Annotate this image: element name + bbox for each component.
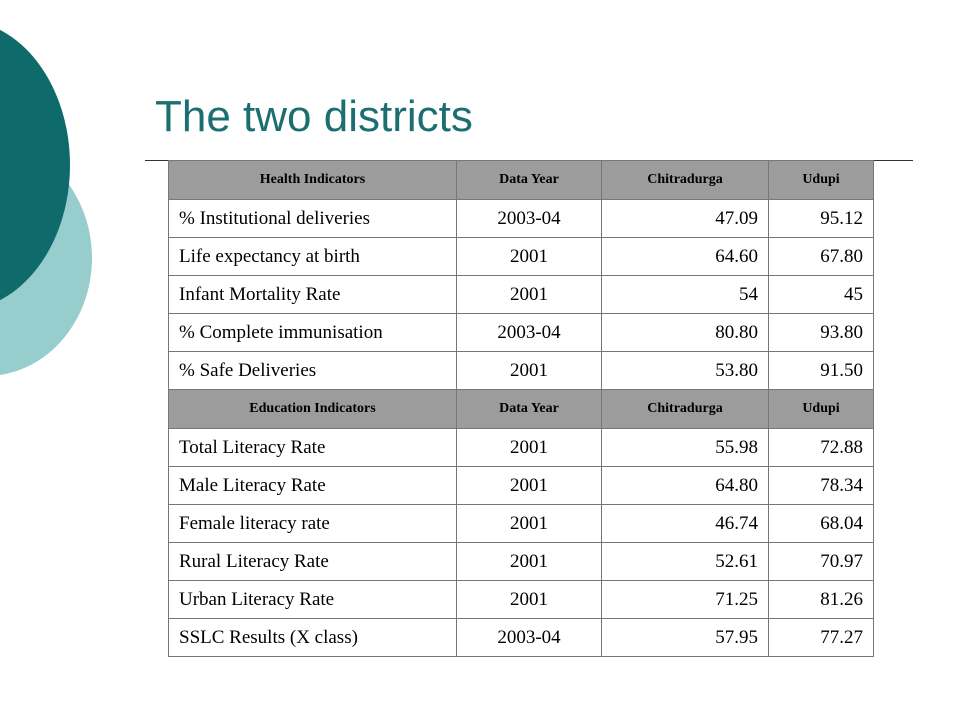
table-cell: 64.60 bbox=[602, 238, 769, 276]
table-row bbox=[169, 619, 874, 657]
table-row bbox=[169, 467, 874, 505]
table-cell: 47.09 bbox=[602, 200, 769, 238]
education-header-row bbox=[169, 390, 874, 429]
table-cell: % Safe Deliveries bbox=[169, 352, 457, 390]
table-row bbox=[169, 238, 874, 276]
table-cell: 78.34 bbox=[769, 467, 874, 505]
table-row bbox=[169, 200, 874, 238]
table-cell: 2003-04 bbox=[457, 200, 602, 238]
table-cell: Infant Mortality Rate bbox=[169, 276, 457, 314]
column-header: Chitradurga bbox=[602, 161, 769, 200]
table-cell: 77.27 bbox=[769, 619, 874, 657]
table-cell: 2001 bbox=[457, 352, 602, 390]
table-cell: 53.80 bbox=[602, 352, 769, 390]
table-cell: 2001 bbox=[457, 429, 602, 467]
table-cell: 2003-04 bbox=[457, 314, 602, 352]
table-row bbox=[169, 352, 874, 390]
table-cell: 93.80 bbox=[769, 314, 874, 352]
table-cell: Urban Literacy Rate bbox=[169, 581, 457, 619]
column-header: Udupi bbox=[769, 390, 874, 429]
column-header: Chitradurga bbox=[602, 390, 769, 429]
table-cell: 2001 bbox=[457, 581, 602, 619]
table-row bbox=[169, 314, 874, 352]
table-cell: % Complete immunisation bbox=[169, 314, 457, 352]
table-row bbox=[169, 543, 874, 581]
table-cell: 64.80 bbox=[602, 467, 769, 505]
table-cell: Life expectancy at birth bbox=[169, 238, 457, 276]
table-row bbox=[169, 505, 874, 543]
table-cell: 45 bbox=[769, 276, 874, 314]
table-cell: Female literacy rate bbox=[169, 505, 457, 543]
district-indicators-table bbox=[168, 160, 874, 657]
table-cell: Total Literacy Rate bbox=[169, 429, 457, 467]
table-cell: 54 bbox=[602, 276, 769, 314]
table-cell: % Institutional deliveries bbox=[169, 200, 457, 238]
table-cell: 2001 bbox=[457, 505, 602, 543]
table-cell: 67.80 bbox=[769, 238, 874, 276]
table-cell: 80.80 bbox=[602, 314, 769, 352]
column-header: Health Indicators bbox=[169, 161, 457, 200]
column-header: Data Year bbox=[457, 390, 602, 429]
column-header: Data Year bbox=[457, 161, 602, 200]
table-cell: 2001 bbox=[457, 276, 602, 314]
column-header: Education Indicators bbox=[169, 390, 457, 429]
table-cell: 71.25 bbox=[602, 581, 769, 619]
table-cell: 55.98 bbox=[602, 429, 769, 467]
table-cell: 57.95 bbox=[602, 619, 769, 657]
table-row bbox=[169, 581, 874, 619]
table-cell: 46.74 bbox=[602, 505, 769, 543]
table-cell: 95.12 bbox=[769, 200, 874, 238]
slide-title: The two districts bbox=[155, 92, 473, 141]
table-cell: Rural Literacy Rate bbox=[169, 543, 457, 581]
table-cell: 2001 bbox=[457, 543, 602, 581]
table-cell: 81.26 bbox=[769, 581, 874, 619]
table-cell: 52.61 bbox=[602, 543, 769, 581]
column-header: Udupi bbox=[769, 161, 874, 200]
table-cell: 70.97 bbox=[769, 543, 874, 581]
table-cell: 2001 bbox=[457, 467, 602, 505]
health-header-row bbox=[169, 161, 874, 200]
table-row bbox=[169, 429, 874, 467]
table-cell: 2003-04 bbox=[457, 619, 602, 657]
table-cell: 2001 bbox=[457, 238, 602, 276]
table-row bbox=[169, 276, 874, 314]
table-cell: 72.88 bbox=[769, 429, 874, 467]
table-cell: SSLC Results (X class) bbox=[169, 619, 457, 657]
table-cell: 91.50 bbox=[769, 352, 874, 390]
table-cell: Male Literacy Rate bbox=[169, 467, 457, 505]
table-cell: 68.04 bbox=[769, 505, 874, 543]
